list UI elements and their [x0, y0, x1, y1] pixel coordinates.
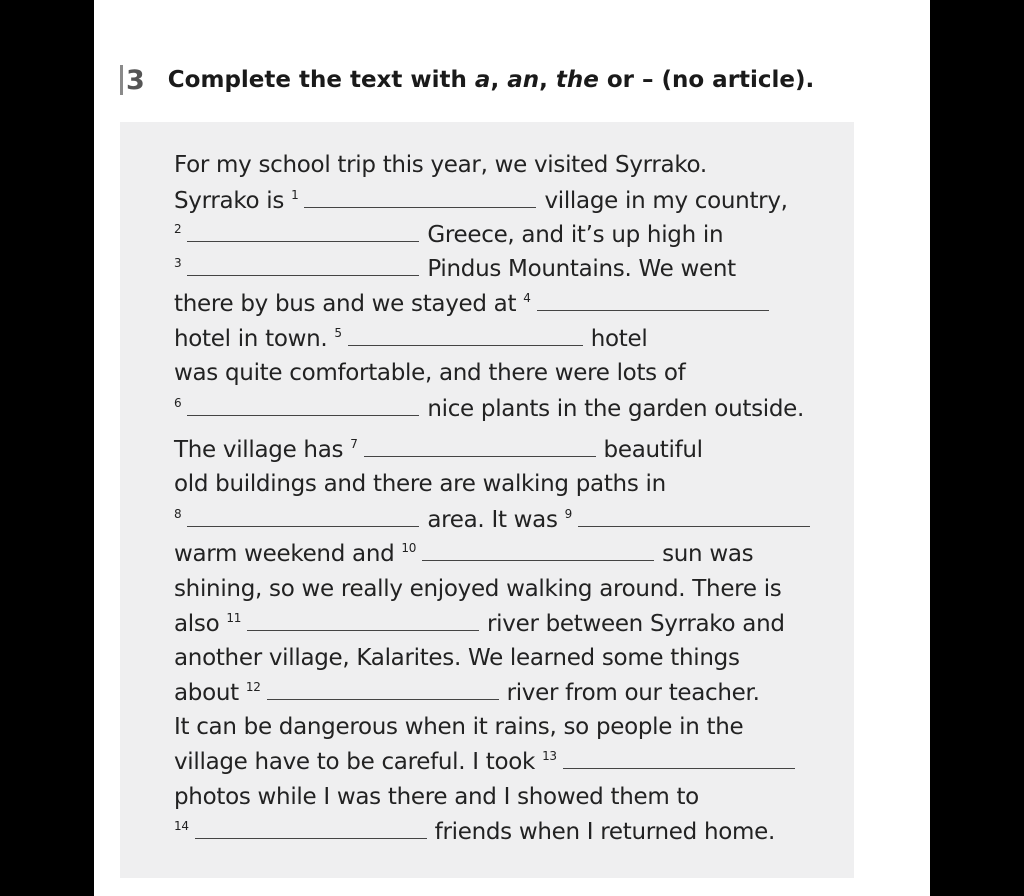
gap-blank-3[interactable] [187, 251, 419, 276]
line-text: nice plants in the garden outside. [427, 396, 805, 422]
text-line [174, 467, 666, 501]
line-text: about [174, 680, 239, 706]
exercise-marker-bar [120, 65, 123, 95]
gap-blank-4[interactable] [537, 286, 769, 311]
instruction-sep: , [539, 67, 556, 93]
gap-number: 1 [291, 188, 299, 203]
text-line [174, 606, 785, 640]
exercise-number: 3 [126, 64, 144, 96]
line-text: village in my country, [544, 188, 788, 214]
gap-blank-6[interactable] [187, 391, 419, 416]
gap-number: 2 [174, 222, 182, 237]
line-text: hotel in town. [174, 326, 328, 352]
gap-number: 12 [245, 680, 261, 695]
text-line [174, 251, 736, 285]
option-a: a [474, 67, 491, 93]
line-text: there by bus and we stayed at [174, 291, 517, 317]
line-text: sun was [662, 541, 754, 567]
line-text: warm weekend and [174, 541, 395, 567]
gap-number: 7 [350, 437, 358, 452]
gap-blank-7[interactable] [364, 432, 596, 457]
text-line [174, 710, 743, 744]
line-text: Greece, and it’s up high in [427, 222, 724, 248]
gap-number: 9 [564, 507, 573, 522]
exercise-instruction [168, 67, 814, 93]
gap-blank-11[interactable] [247, 606, 479, 631]
line-text: old buildings and there are walking paths in [174, 471, 666, 497]
line-text: shining, so we really enjoyed walking around. There is [174, 576, 782, 602]
gap-number: 4 [523, 291, 531, 306]
gap-blank-5[interactable] [348, 321, 583, 346]
text-box [120, 122, 854, 878]
gap-blank-1[interactable] [304, 183, 536, 208]
gap-number: 5 [334, 326, 342, 341]
option-an: an [507, 67, 540, 93]
gap-number: 6 [174, 396, 182, 411]
option-the: the [555, 67, 599, 93]
gap-number: 13 [542, 749, 557, 764]
gap-blank-12[interactable] [267, 675, 499, 700]
gap-number: 10 [401, 541, 417, 556]
text-line [174, 536, 753, 570]
text-line [174, 356, 685, 390]
text-line [174, 286, 777, 320]
instruction-sep: , [490, 67, 508, 93]
gap-number: 11 [226, 611, 242, 626]
line-text: Pindus Mountains. We went [427, 256, 736, 282]
text-line [174, 744, 803, 778]
text-line [174, 432, 703, 466]
text-line [174, 391, 804, 425]
line-text: hotel [590, 326, 648, 352]
line-text: For my school trip this year, we visited Syrrako. [174, 152, 707, 178]
line-text: village have to be careful. I took [174, 749, 536, 775]
line-text: photos while I was there and I showed them to [174, 784, 699, 810]
line-text: river between Syrrako and [487, 611, 785, 637]
instruction-text: Complete the text with [167, 67, 475, 93]
text-line [174, 183, 788, 217]
instruction-text: or – (no article). [598, 67, 815, 93]
exercise-heading [120, 60, 814, 100]
gap-blank-10[interactable] [422, 536, 654, 561]
exercise-page [94, 0, 930, 896]
text-line [174, 641, 740, 675]
text-line [174, 814, 775, 848]
text-line [174, 780, 699, 814]
line-text: The village has [174, 437, 344, 463]
gap-number: 14 [174, 819, 189, 834]
text-line [174, 148, 707, 182]
line-text: Syrrako is [174, 188, 285, 214]
gap-blank-9[interactable] [578, 502, 810, 527]
gap-blank-13[interactable] [563, 744, 795, 769]
gap-blank-2[interactable] [187, 217, 419, 242]
line-text: also [174, 611, 220, 637]
gap-number: 8 [174, 507, 182, 522]
gap-blank-14[interactable] [195, 814, 427, 839]
line-text: friends when I returned home. [434, 819, 775, 845]
gap-blank-8[interactable] [187, 502, 419, 527]
line-text: river from our teacher. [506, 680, 760, 706]
line-text: was quite comfortable, and there were lots of [174, 360, 686, 386]
line-text: It can be dangerous when it rains, so people in the [174, 714, 744, 740]
line-text: area. It was [427, 507, 558, 533]
text-line [174, 321, 647, 355]
text-line [174, 502, 818, 536]
text-line [174, 675, 760, 709]
text-line [174, 572, 781, 606]
text-line [174, 217, 723, 251]
gap-number: 3 [174, 256, 182, 271]
line-text: beautiful [603, 437, 703, 463]
line-text: another village, Kalarites. We learned some things [174, 645, 740, 671]
